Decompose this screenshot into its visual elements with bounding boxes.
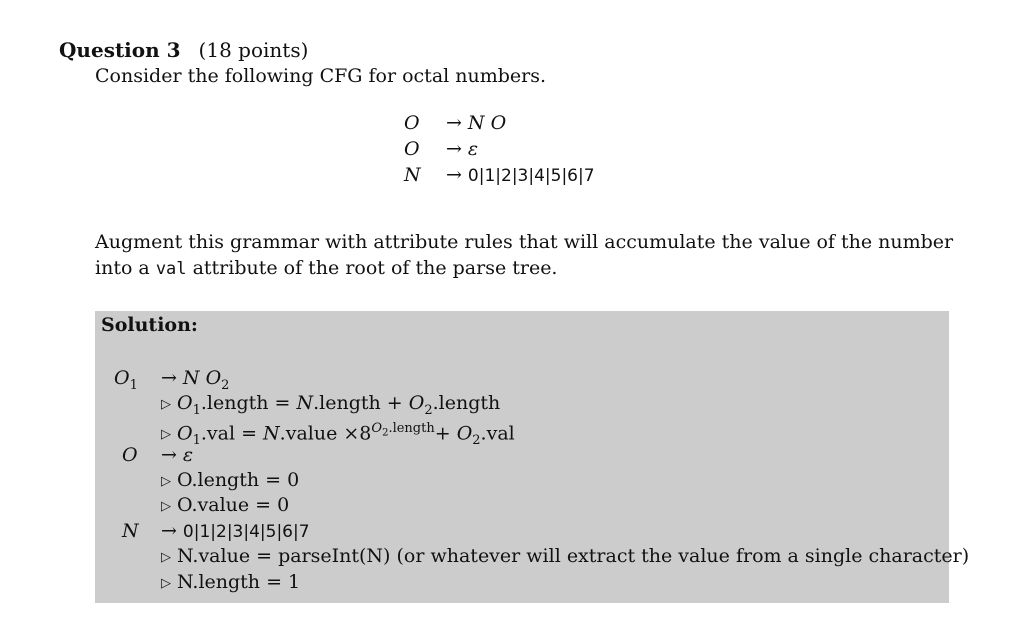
solution-rule2-attr2: [161, 493, 289, 519]
attr-subscript: 2: [472, 433, 481, 449]
arrow-icon: →: [161, 444, 177, 466]
attr-text: .length: [432, 392, 501, 414]
grammar-rule-rhs: [446, 136, 478, 162]
lhs-symbol: O: [114, 367, 130, 389]
grammar-rule-rhs: [446, 162, 595, 189]
triangle-bullet-icon: ▷: [161, 550, 171, 565]
grammar-rule-rhs-symbols: ε: [467, 138, 479, 160]
question-header: [59, 38, 308, 62]
solution-box: [95, 311, 970, 603]
attr-text: N.length = 1: [177, 571, 301, 593]
attr-text: .length +: [313, 392, 409, 414]
attr-text: .length =: [200, 392, 297, 414]
task-text-part2: attribute of the root of the parse tree.: [192, 257, 558, 279]
attr-symbol: O: [177, 422, 193, 445]
attr-symbol: N: [296, 392, 314, 414]
lhs-subscript: 1: [129, 377, 138, 393]
triangle-bullet-icon: ▷: [161, 499, 171, 514]
solution-title: Solution:: [101, 314, 198, 336]
attr-text: O.value = 0: [177, 494, 290, 516]
grammar-rule-lhs: N: [404, 164, 421, 186]
grammar-rule-lhs: O: [404, 112, 420, 134]
arrow-icon: →: [446, 112, 462, 134]
attr-text: .val =: [200, 422, 264, 445]
rhs-symbols: N O: [182, 367, 222, 389]
triangle-bullet-icon: ▷: [161, 427, 171, 443]
solution-rule3-production: [161, 519, 310, 544]
question-intro: Consider the following CFG for octal numbers.: [95, 65, 547, 87]
attr-text: N.value = parseInt(N) (or whatever will extract the value from a single character): [177, 545, 970, 567]
solution-rule1-lhs: [114, 366, 138, 398]
solution-rule1-attr2: [161, 417, 515, 453]
arrow-icon: →: [161, 367, 177, 389]
attr-text: .value ×8: [279, 422, 372, 445]
rhs-symbols: ε: [182, 444, 194, 466]
attr-symbol: N: [263, 422, 280, 445]
attr-text: .val: [480, 422, 515, 445]
solution-rule3-lhs: N: [122, 520, 139, 542]
attr-symbol: O: [177, 392, 193, 414]
arrow-icon: →: [446, 138, 462, 160]
attr-symbol: O: [408, 392, 425, 414]
attr-symbol: O: [456, 422, 473, 445]
grammar-rule-lhs: O: [404, 138, 420, 160]
rhs-subscript: 2: [221, 377, 230, 393]
task-description: [95, 229, 965, 282]
rhs-digits: 0|1|2|3|4|5|6|7: [182, 522, 310, 542]
attr-subscript: 1: [192, 402, 201, 418]
question-points: (18 points): [198, 38, 309, 62]
grammar-rule-rhs-digits: 0|1|2|3|4|5|6|7: [467, 166, 595, 186]
triangle-bullet-icon: ▷: [161, 397, 171, 412]
task-code-val: val: [155, 259, 187, 279]
exponent-symbol: O: [371, 421, 383, 436]
task-text-part1: Augment this grammar with attribute rules that will accumulate the value of the number into a: [95, 231, 954, 279]
attr-text: +: [434, 422, 457, 445]
solution-rule2-production: [161, 443, 193, 467]
grammar-rule-rhs: [446, 110, 506, 136]
solution-rule2-attr1: [161, 468, 299, 494]
exponent: [371, 421, 435, 439]
solution-rule3-attr2: [161, 570, 300, 596]
arrow-icon: →: [446, 164, 462, 186]
solution-rule2-lhs: O: [122, 444, 138, 466]
exponent-text: .length: [388, 421, 435, 436]
attr-text: O.length = 0: [177, 469, 300, 491]
triangle-bullet-icon: ▷: [161, 576, 171, 591]
exponent-subscript: 2: [382, 427, 389, 439]
grammar-rule-rhs-symbols: N O: [467, 112, 507, 134]
question-title: Question 3: [59, 38, 181, 62]
triangle-bullet-icon: ▷: [161, 474, 171, 489]
attr-subscript: 2: [424, 402, 433, 418]
solution-rule3-attr1: [161, 544, 969, 570]
attr-subscript: 1: [192, 433, 201, 449]
arrow-icon: →: [161, 520, 177, 542]
